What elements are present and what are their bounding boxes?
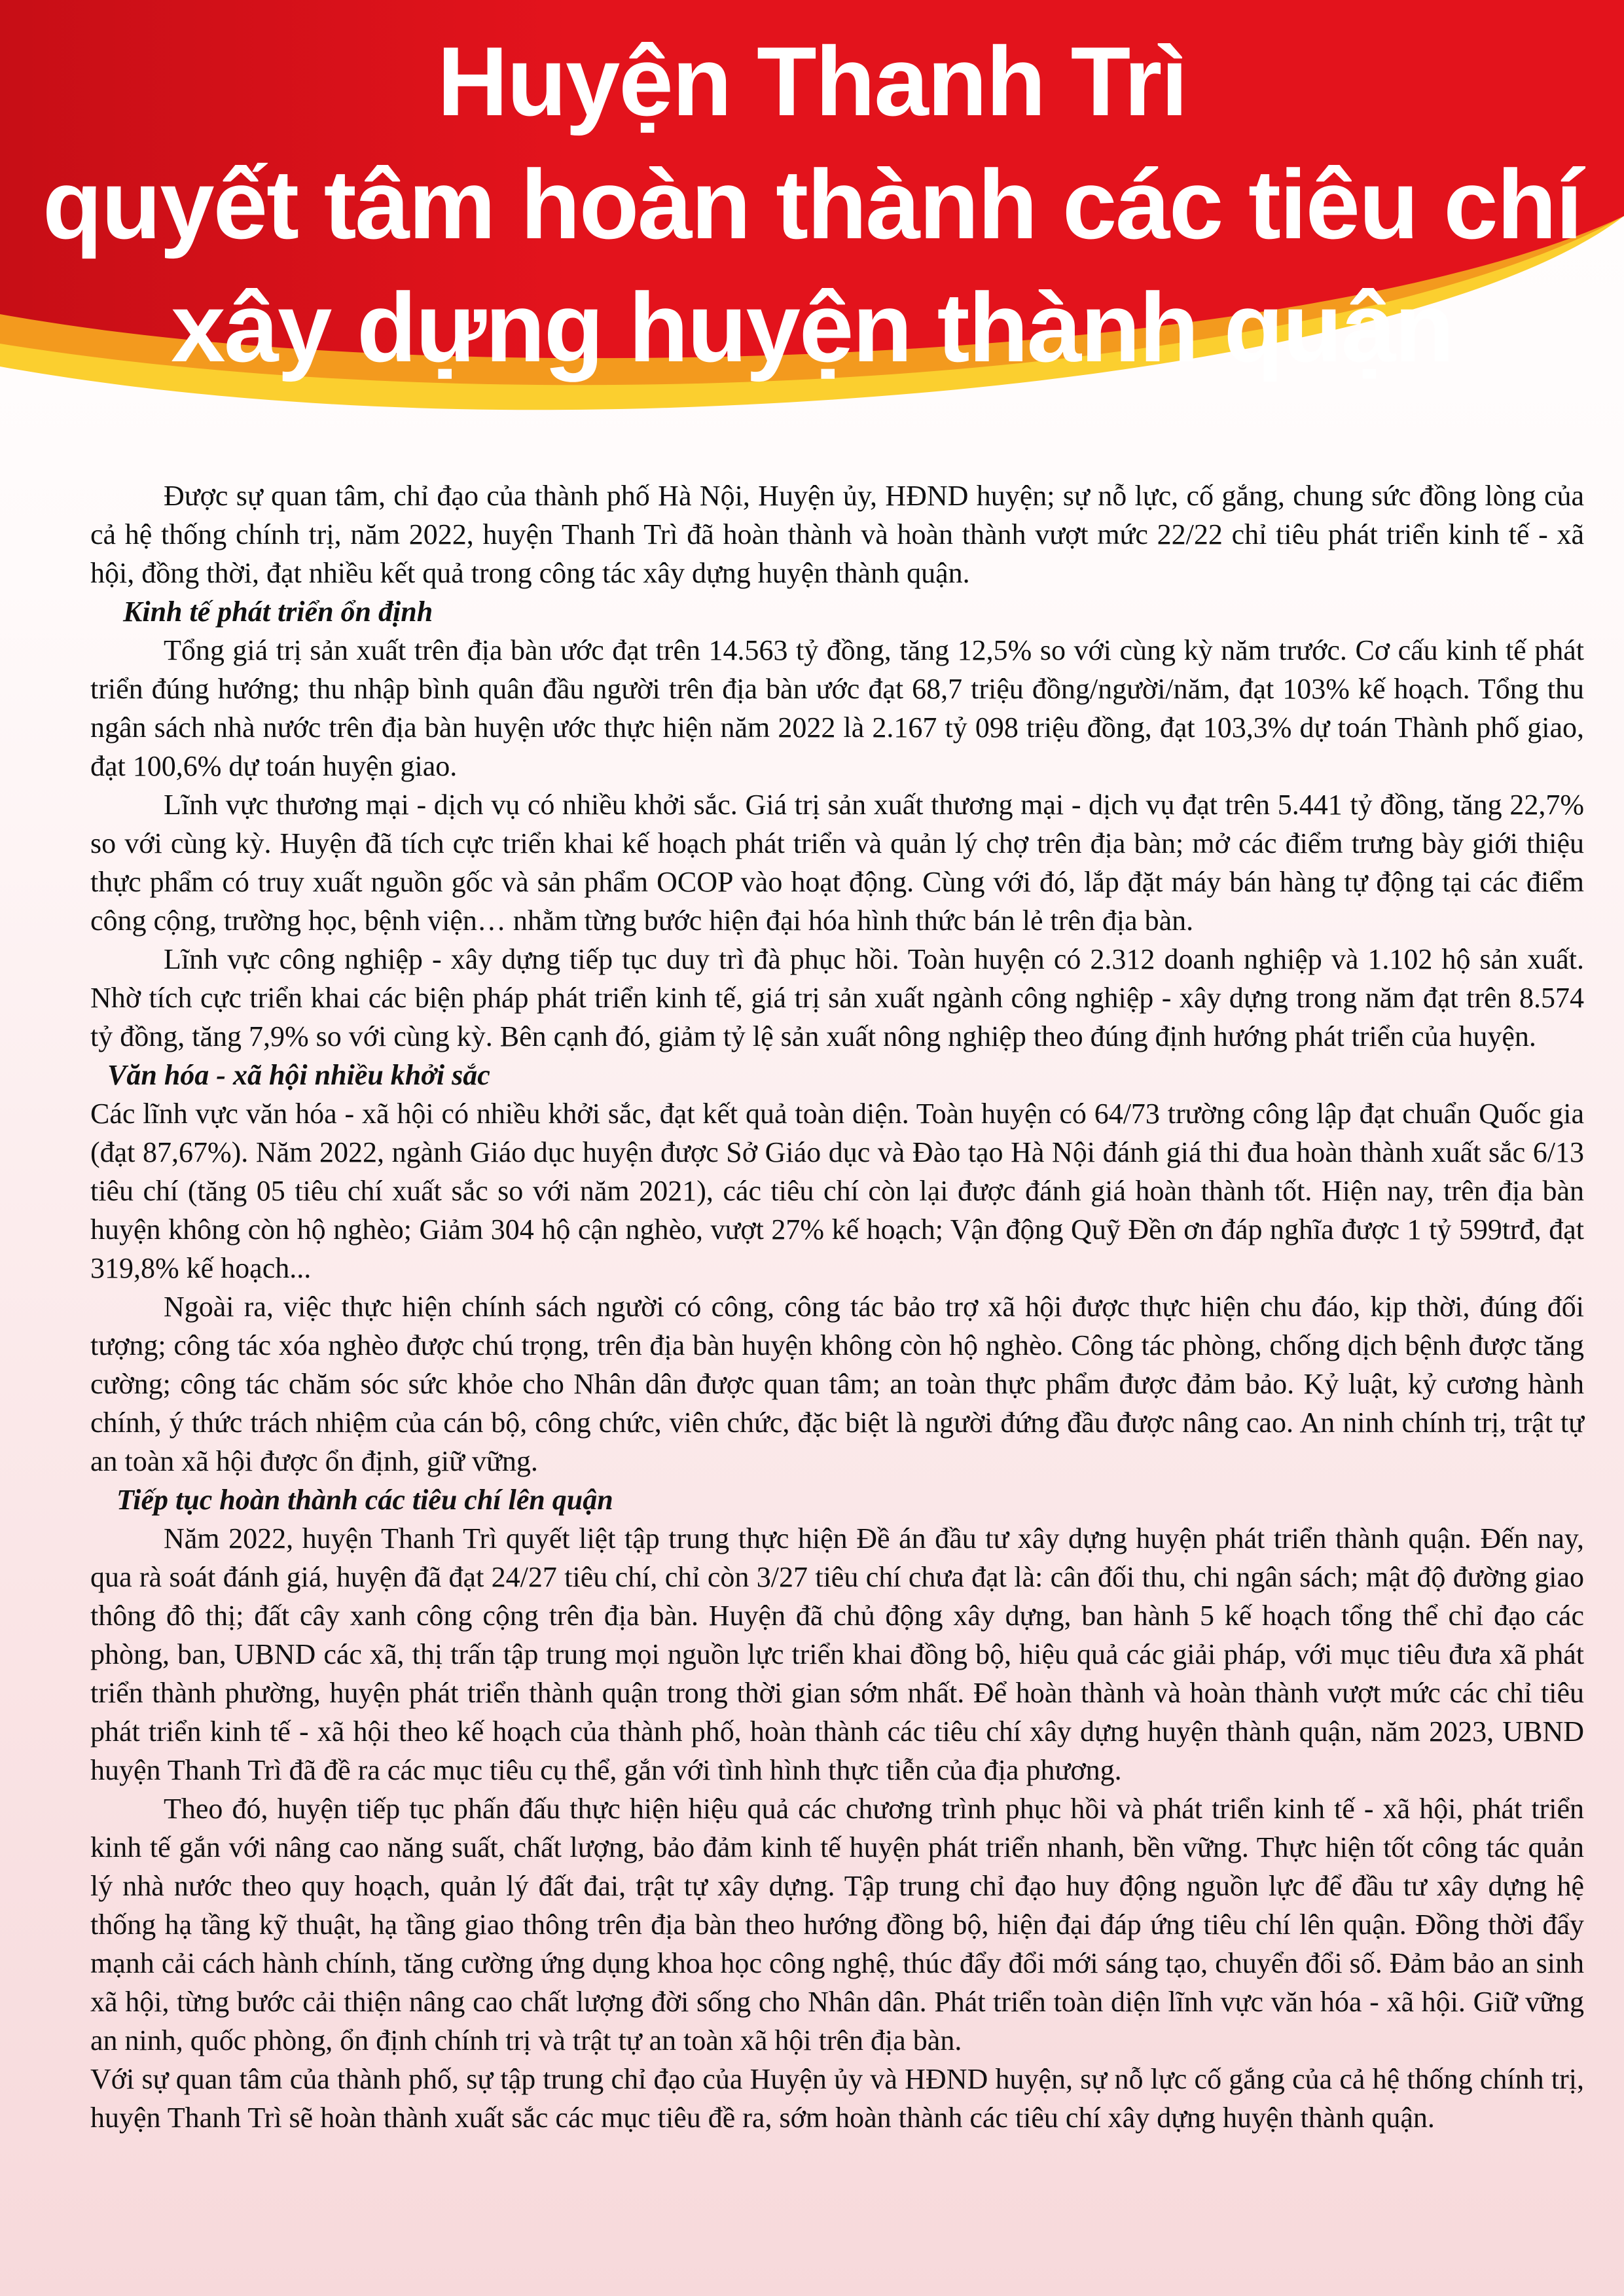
district-paragraph-3: Với sự quan tâm của thành phố, sự tập trung chỉ đạo của Huyện ủy và HĐND huyện, sự nỗ lực cố gắng của cả hệ thống chính trị, huyện Thanh Trì sẽ hoàn thành xuất sắc các mục tiêu đề ra, sớm hoàn thành các tiêu chí xây dựng huyện thành quận. (90, 2063, 1584, 2134)
article-body (90, 476, 1584, 2137)
title-line-2: quyết tâm hoàn thành các tiêu chí (42, 149, 1582, 259)
culture-paragraph-1: Các lĩnh vực văn hóa - xã hội có nhiều khởi sắc, đạt kết quả toàn diện. Toàn huyện có 64/73 trường công lập đạt chuẩn Quốc gia (đạt 87,67%). Năm 2022, ngành Giáo dục huyện được Sở Giáo dục và Đào tạo Hà Nội đánh giá thi đua hoàn thành xuất sắc 6/13 tiêu chí (tăng 05 tiêu chí xuất sắc so với năm 2021), các tiêu chí còn lại được đánh giá hoàn thành tốt. Hiện nay, trên địa bàn huyện không còn hộ nghèo; Giảm 304 hộ cận nghèo, vượt 27% kế hoạch; Vận động Quỹ Đền ơn đáp nghĩa được 1 tỷ 599trđ, đạt 319,8% kế hoạch... (90, 1098, 1584, 1284)
section-heading-culture: Văn hóa - xã hội nhiều khởi sắc (107, 1059, 490, 1091)
title-line-1: Huyện Thanh Trì (437, 26, 1187, 136)
culture-paragraph-2: Ngoài ra, việc thực hiện chính sách người có công, công tác bảo trợ xã hội được thực hiện chu đáo, kịp thời, đúng đối tượng; công tác xóa nghèo được chú trọng, trên địa bàn huyện không còn hộ nghèo. Công tác phòng, chống dịch bệnh được tăng cường; công tác chăm sóc sức khỏe cho Nhân dân được quan tâm; an toàn thực phẩm được đảm bảo. Kỷ luật, kỷ cương hành chính, ý thức trách nhiệm của cán bộ, công chức, viên chức, đặc biệt là người đứng đầu được nâng cao. An ninh chính trị, trật tự an toàn xã hội được ổn định, giữ vững. (90, 1291, 1584, 1477)
section-heading-economy: Kinh tế phát triển ổn định (123, 596, 433, 628)
district-paragraph-1: Năm 2022, huyện Thanh Trì quyết liệt tập trung thực hiện Đề án đầu tư xây dựng huyện phát triển thành quận. Đến nay, qua rà soát đánh giá, huyện đã đạt 24/27 tiêu chí, chỉ còn 3/27 tiêu chí chưa đạt là: cân đối thu, chi ngân sách; mật độ đường giao thông đô thị; đất cây xanh công cộng trên địa bàn. Huyện đã chủ động xây dựng, ban hành 5 kế hoạch tổng thể chỉ đạo các phòng, ban, UBND các xã, thị trấn tập trung mọi nguồn lực triển khai đồng bộ, hiệu quả các giải pháp, với mục tiêu đưa xã phát triển thành phường, huyện phát triển thành quận trong thời gian sớm nhất. Để hoàn thành và hoàn thành vượt mức các chỉ tiêu phát triển kinh tế - xã hội theo kế hoạch của thành phố, hoàn thành các tiêu chí xây dựng huyện thành quận, năm 2023, UBND huyện Thanh Trì đã đề ra các mục tiêu cụ thể, gắn với tình hình thực tiễn của địa phương. (90, 1522, 1584, 1786)
district-paragraph-2: Theo đó, huyện tiếp tục phấn đấu thực hiện hiệu quả các chương trình phục hồi và phát triển kinh tế - xã hội, phát triển kinh tế gắn với nâng cao năng suất, chất lượng, bảo đảm kinh tế huyện phát triển nhanh, bền vững. Thực hiện tốt công tác quản lý nhà nước theo quy hoạch, quản lý đất đai, trật tự xây dựng. Tập trung chỉ đạo huy động nguồn lực để đầu tư xây dựng hệ thống hạ tầng kỹ thuật, hạ tầng giao thông trên địa bàn theo hướng đồng bộ, hiện đại đáp ứng tiêu chí lên quận. Đồng thời đẩy mạnh cải cách hành chính, tăng cường ứng dụng khoa học công nghệ, thúc đẩy đổi mới sáng tạo, chuyển đổi số. Đảm bảo an sinh xã hội, từng bước cải thiện nâng cao chất lượng đời sống cho Nhân dân. Phát triển toàn diện lĩnh vực văn hóa - xã hội. Giữ vững an ninh, quốc phòng, ổn định chính trị và trật tự an toàn xã hội trên địa bàn. (90, 1793, 1584, 2056)
economy-paragraph-1: Tổng giá trị sản xuất trên địa bàn ước đạt trên 14.563 tỷ đồng, tăng 12,5% so với cùng kỳ năm trước. Cơ cấu kinh tế phát triển đúng hướng; thu nhập bình quân đầu người trên địa bàn ước đạt 68,7 triệu đồng/người/năm, đạt 103% kế hoạch. Tổng thu ngân sách nhà nước trên địa bàn huyện ước thực hiện năm 2022 là 2.167 tỷ 098 triệu đồng, đạt 103,3% dự toán Thành phố giao, đạt 100,6% dự toán huyện giao. (90, 634, 1584, 782)
intro-paragraph: Được sự quan tâm, chỉ đạo của thành phố Hà Nội, Huyện ủy, HĐND huyện; sự nỗ lực, cố gắng, chung sức đồng lòng của cả hệ thống chính trị, năm 2022, huyện Thanh Trì đã hoàn thành và hoàn thành vượt mức 22/22 chỉ tiêu phát triển kinh tế - xã hội, đồng thời, đạt nhiều kết quả trong công tác xây dựng huyện thành quận. (90, 480, 1584, 589)
page-title (0, 20, 1624, 389)
title-line-3: xây dựng huyện thành quận (171, 272, 1453, 382)
economy-paragraph-2: Lĩnh vực thương mại - dịch vụ có nhiều khởi sắc. Giá trị sản xuất thương mại - dịch vụ đạt trên 5.441 tỷ đồng, tăng 22,7% so với cùng kỳ. Huyện đã tích cực triển khai kế hoạch phát triển và quản lý chợ trên địa bàn; mở các điểm trưng bày giới thiệu thực phẩm có truy xuất nguồn gốc và sản phẩm OCOP vào hoạt động. Cùng với đó, lắp đặt máy bán hàng tự động tại các điểm công cộng, trường học, bệnh viện… nhằm từng bước hiện đại hóa hình thức bán lẻ trên địa bàn. (90, 789, 1584, 937)
economy-paragraph-3: Lĩnh vực công nghiệp - xây dựng tiếp tục duy trì đà phục hồi. Toàn huyện có 2.312 doanh nghiệp và 1.102 hộ sản xuất. Nhờ tích cực triển khai các biện pháp phát triển kinh tế, giá trị sản xuất ngành công nghiệp - xây dựng trong năm đạt trên 8.574 tỷ đồng, tăng 7,9% so với cùng kỳ. Bên cạnh đó, giảm tỷ lệ sản xuất nông nghiệp theo đúng định hướng phát triển của huyện. (90, 943, 1584, 1052)
section-heading-district: Tiếp tục hoàn thành các tiêu chí lên quận (117, 1484, 613, 1516)
